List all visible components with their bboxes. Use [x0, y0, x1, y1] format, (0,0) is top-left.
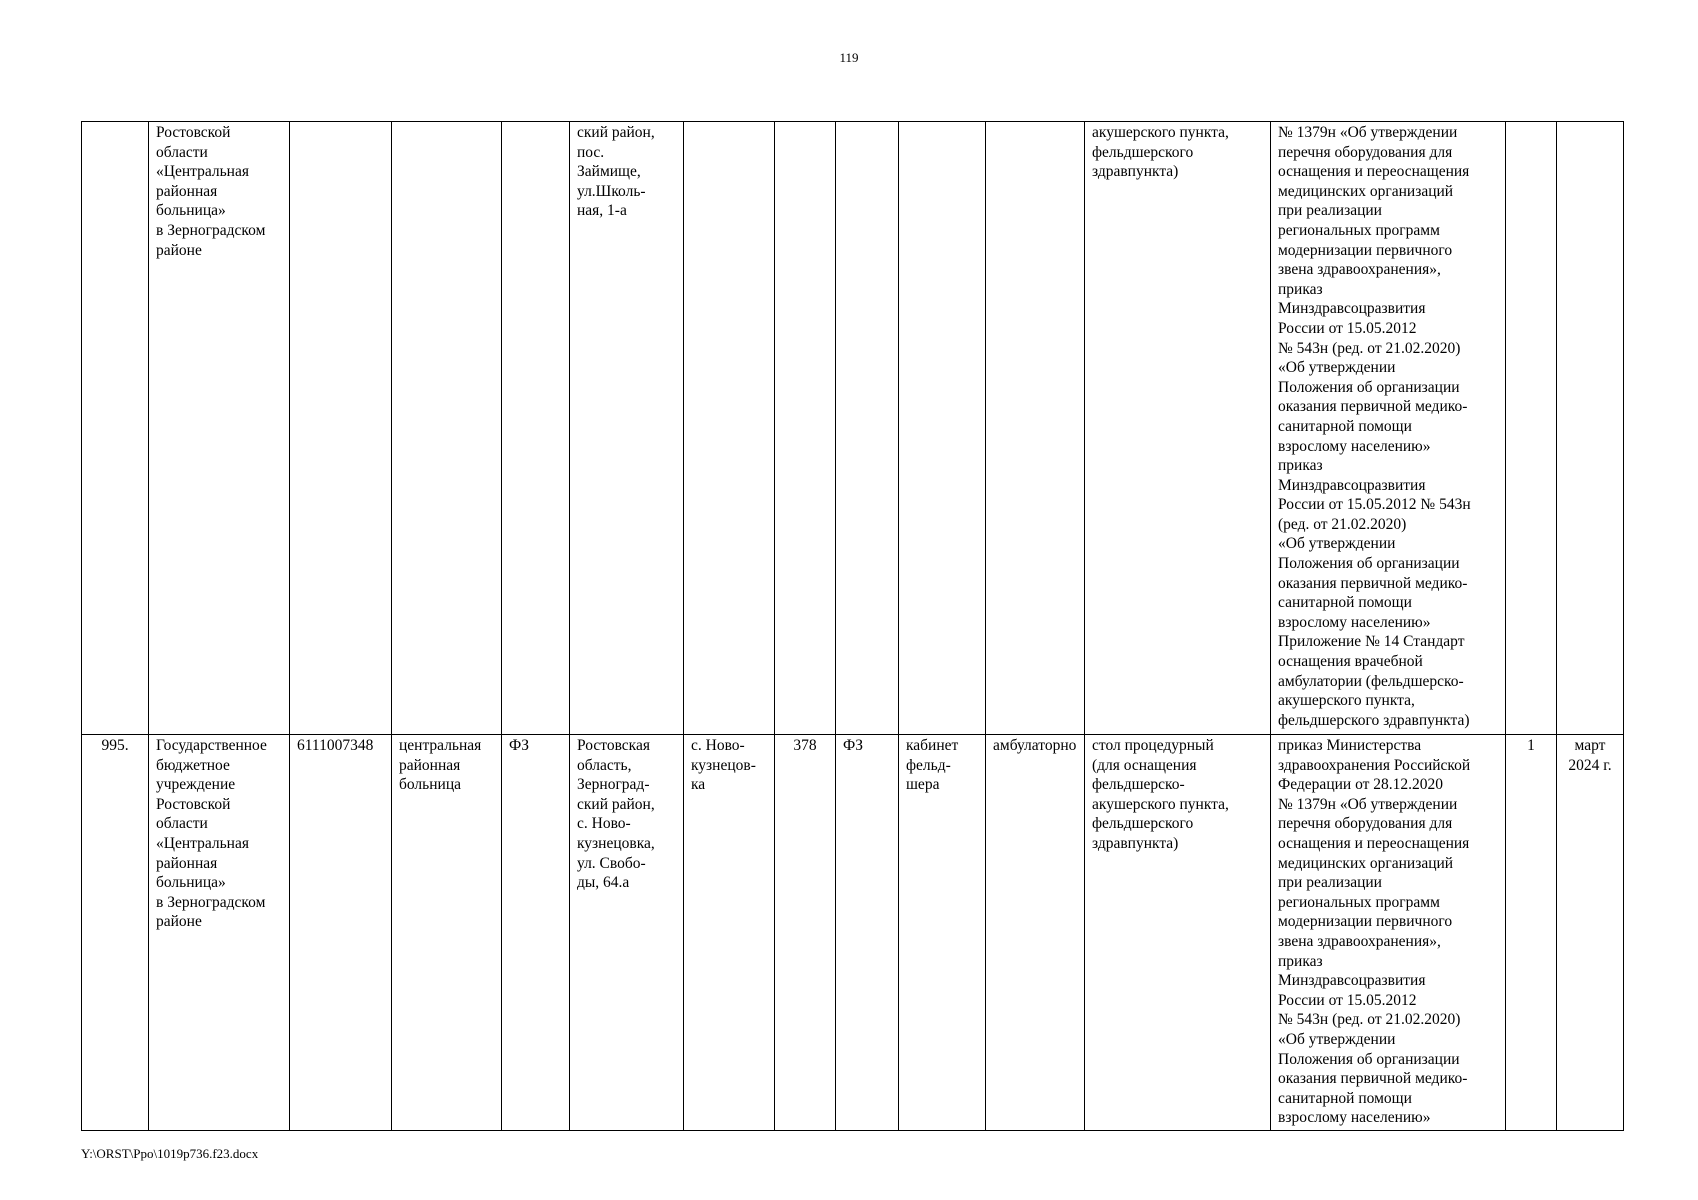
- cell-quantity: [1506, 122, 1557, 735]
- cell-legal-basis: приказ Министерства здравоохранения Российской Федерации от 28.12.2020 № 1379н «Об утверждении перечня оборудования для оснащения и переоснащения медицинских организаций при реализации региональных программ модернизации первичного звена здравоохранения», приказ Минздравсоцразвития России от 15.05.2012 № 543н (ред. от 21.02.2020) «Об утверждении Положения об организации оказания первичной медико- санитарной помощи взрослому населению»: [1271, 735, 1506, 1131]
- cell-care-form: [986, 122, 1085, 735]
- cell-organization-type: центральная районная больница: [392, 735, 502, 1131]
- page-number: 119: [839, 50, 859, 65]
- cell-inn: 6111007348: [290, 735, 392, 1131]
- cell-address: ский район, пос. Займище, ул.Школь- ная, 1-а: [570, 122, 684, 735]
- cell-legal-basis: № 1379н «Об утверждении перечня оборудования для оснащения и переоснащения медицинских организаций при реализации региональных программ модернизации первичного звена здравоохранения», приказ Минздравсоцразвития России от 15.05.2012 № 543н (ред. от 21.02.2020) «Об утверждении Положения об организации оказания первичной медико- санитарной помощи взрослому населению» приказ Минздравсоцразвития России от 15.05.2012 № 543н (ред. от 21.02.2020) «Об утверждении Положения об организации оказания первичной медико- санитарной помощи взрослому населению» Приложение № 14 Стандарт оснащения врачебной амбулатории (фельдшерско- акушерского пункта, фельдшерского здравпункта): [1271, 122, 1506, 735]
- cell-address: Ростовская область, Зерноград- ский район, с. Ново- кузнецовка, ул. Свобо- ды, 64.а: [570, 735, 684, 1131]
- table-row: [82, 122, 1624, 735]
- cell-population: [775, 122, 836, 735]
- cell-fz-unit: ФЗ: [836, 735, 899, 1131]
- cell-fz: [502, 122, 570, 735]
- cell-equipment: стол процедурный (для оснащения фельдшерско- акушерского пункта, фельдшерского здравпункта): [1085, 735, 1271, 1131]
- cell-quantity: 1: [1506, 735, 1557, 1131]
- cell-unit: кабинет фельд- шера: [899, 735, 986, 1131]
- cell-organization-type: [392, 122, 502, 735]
- cell-locality: [684, 122, 775, 735]
- cell-care-form: амбулаторно: [986, 735, 1085, 1131]
- cell-equipment: акушерского пункта, фельдшерского здравпункта): [1085, 122, 1271, 735]
- cell-number: 995.: [82, 735, 149, 1131]
- equipment-table: [81, 121, 1624, 1131]
- cell-fz-unit: [836, 122, 899, 735]
- cell-fz: ФЗ: [502, 735, 570, 1131]
- cell-date: март 2024 г.: [1557, 735, 1624, 1131]
- cell-locality: с. Ново- кузнецов- ка: [684, 735, 775, 1131]
- cell-population: 378: [775, 735, 836, 1131]
- cell-organization: Государственное бюджетное учреждение Ростовской области «Центральная районная больница» в Зерноградском районе: [149, 735, 290, 1131]
- cell-organization: Ростовской области «Центральная районная больница» в Зерноградском районе: [149, 122, 290, 735]
- cell-date: [1557, 122, 1624, 735]
- table-row: [82, 735, 1624, 1131]
- cell-number: [82, 122, 149, 735]
- file-path-footer: Y:\ORST\Ppo\1019p736.f23.docx: [81, 1146, 259, 1161]
- cell-inn: [290, 122, 392, 735]
- cell-unit: [899, 122, 986, 735]
